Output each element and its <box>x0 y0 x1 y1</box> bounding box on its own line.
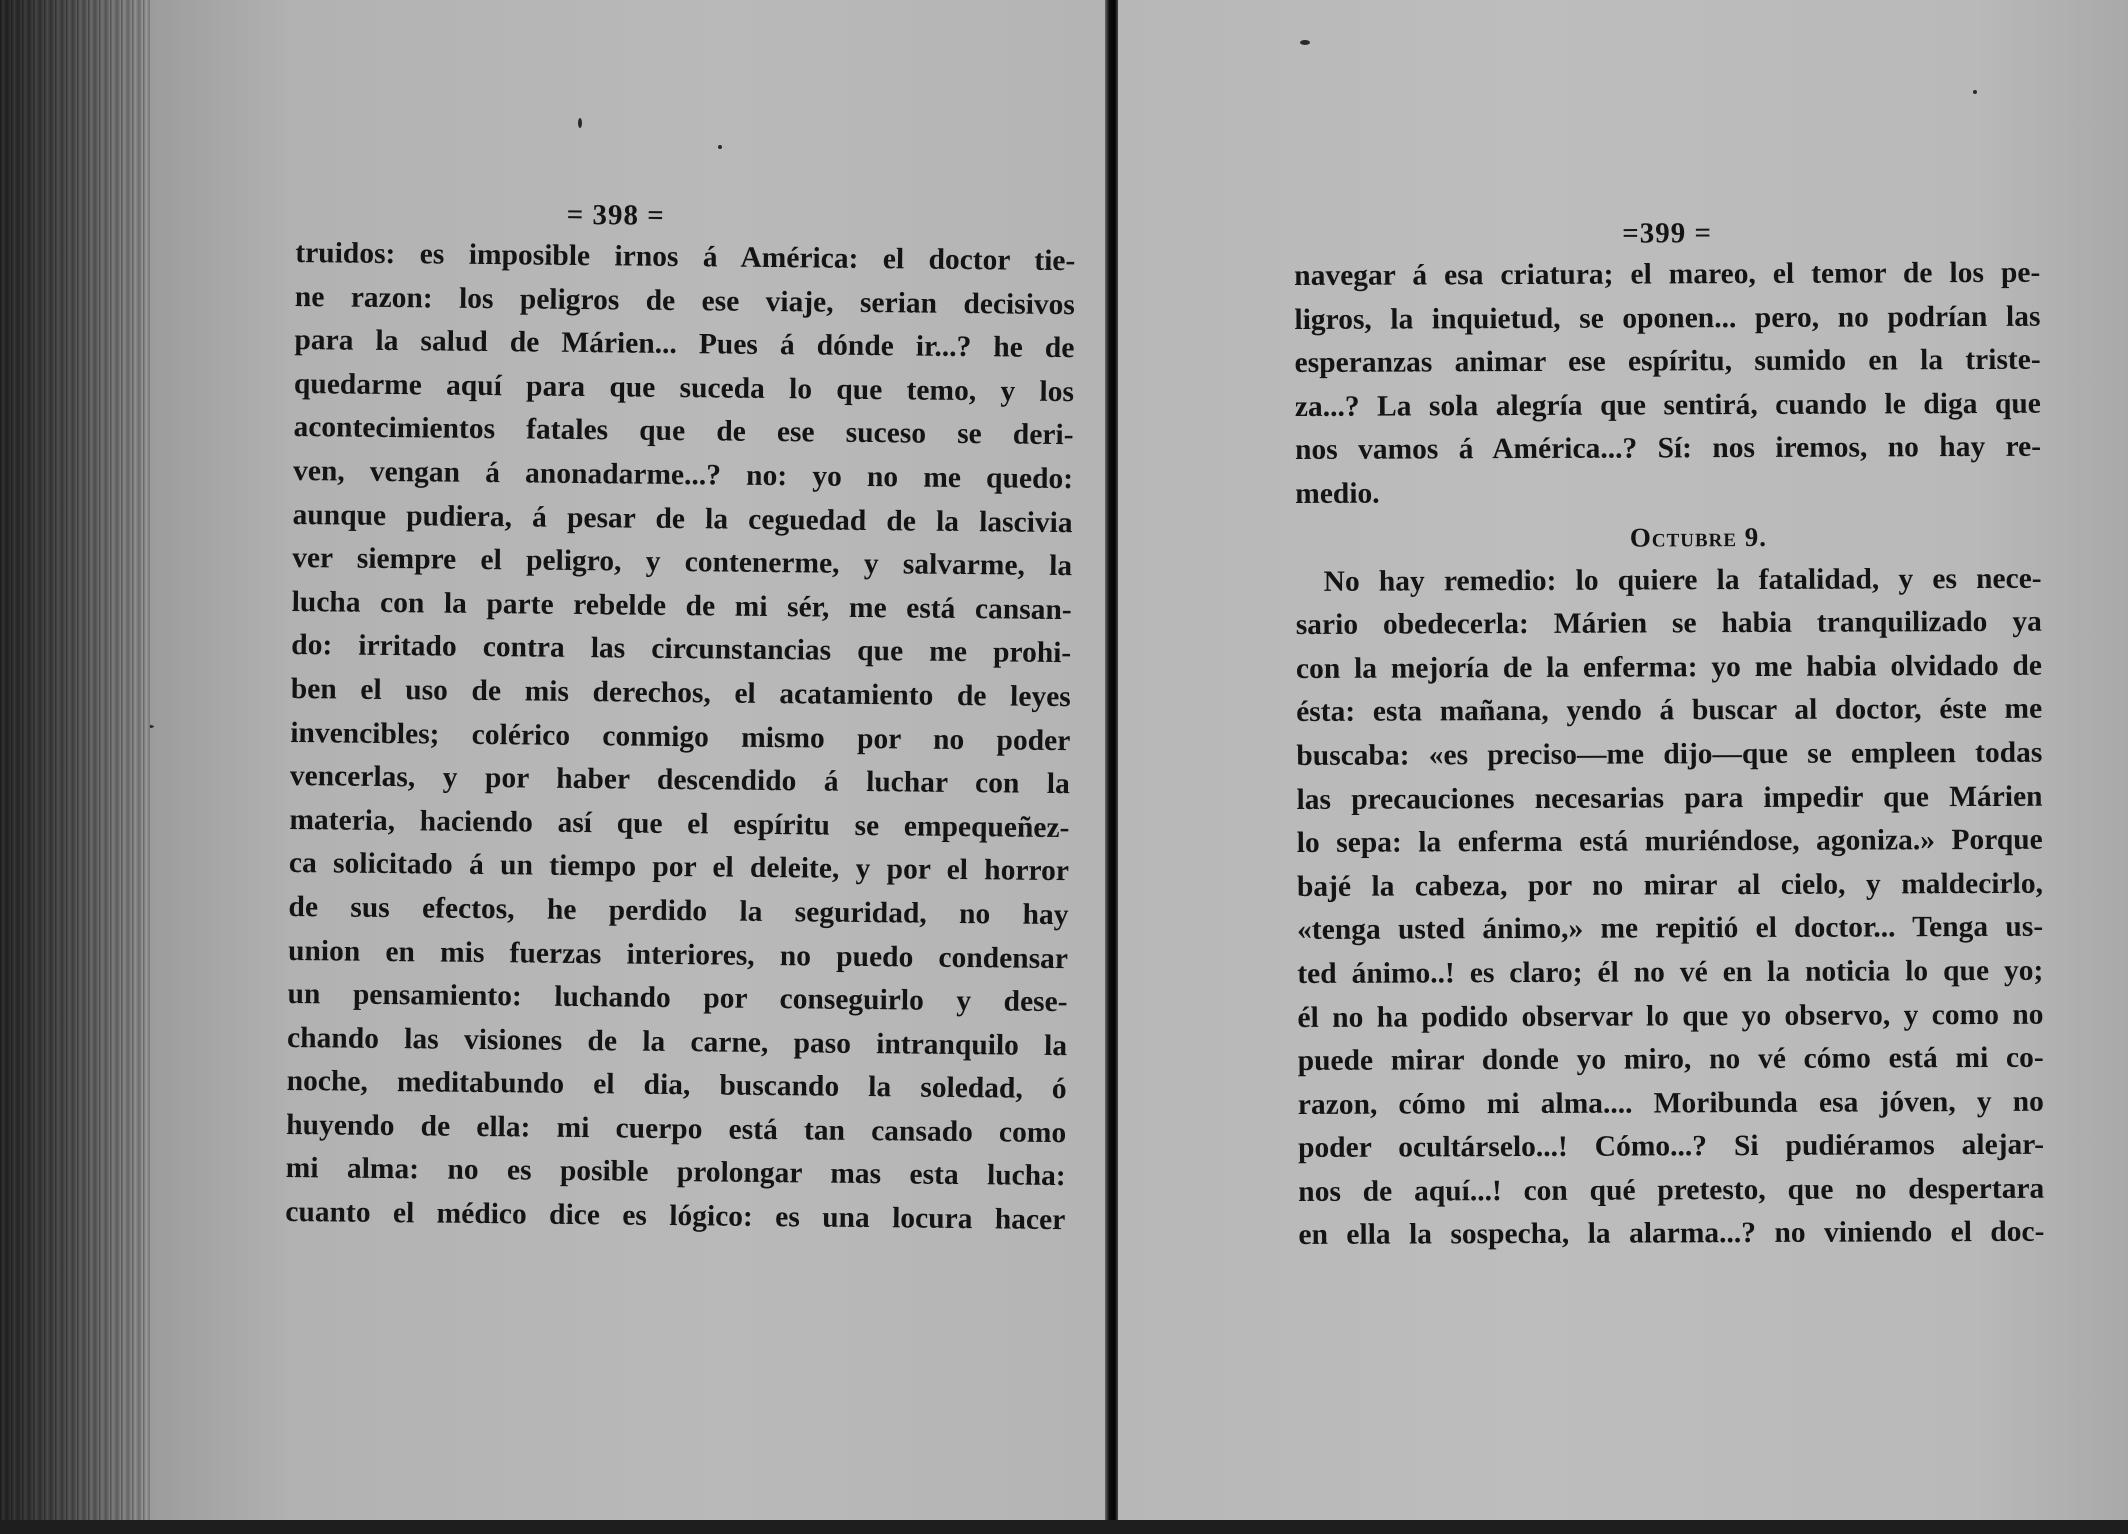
text-line: poder ocultárselo...! Cómo...? Si pudiéramos alejar- <box>1298 1129 2045 1165</box>
text-line: lo sepa: la enferma está muriéndose, agoniza.» Porque <box>1296 823 2043 860</box>
text-line: ca solicitado á un tiempo por el deleite, y por el horror <box>288 847 1070 888</box>
left-page-text <box>285 192 1076 1243</box>
text-line: navegar á esa criatura; el mareo, el temor de los pe- <box>1294 256 2041 292</box>
left-page-number: = 398 = <box>566 198 665 232</box>
binding-edge <box>0 0 150 1534</box>
text-line: sario obedecerla: Márien se habia tranquilizado ya <box>1295 605 2042 642</box>
book-gutter <box>1105 0 1119 1534</box>
text-line: union en mis fuerzas interiores, no puedo condensar <box>287 934 1069 975</box>
left-page <box>150 0 1110 1534</box>
text-line: esperanzas animar ese espíritu, sumido en la triste- <box>1294 343 2041 380</box>
right-page-number: =399 = <box>1622 217 1713 250</box>
text-line: para la salud de Márien... Pues á dónde ir...? he de <box>294 324 1075 365</box>
text-line: con la mejoría de la enferma: yo me habia olvidado de <box>1295 649 2043 685</box>
text-line: nos de aquí...! con qué pretesto, que no despertara <box>1298 1172 2045 1208</box>
ink-speck <box>578 118 582 128</box>
text-line: No hay remedio: lo quiere la fatalidad, y es nece- <box>1323 562 2042 598</box>
ink-speck <box>150 725 154 728</box>
text-line: aunque pudiera, á pesar de la ceguedad de la lascivia <box>292 498 1073 539</box>
text-line: «tenga usted ánimo,» me repitió el doctor... Tenga us- <box>1297 911 2044 947</box>
text-line: bajé la cabeza, por no mirar al cielo, y maldecirlo, <box>1296 867 2043 903</box>
text-line: truidos: es imposible irnos á América: el doctor tie- <box>295 236 1076 278</box>
text-line: él no ha podido observar lo que yo observo, y como no <box>1297 998 2044 1034</box>
ink-speck <box>1973 90 1977 94</box>
text-line: un pensamiento: luchando por conseguirlo y dese- <box>287 978 1068 1019</box>
text-line: buscaba: «es preciso—me dijo—que se empleen todas <box>1296 736 2043 772</box>
text-line: chando las visiones de la carne, paso intranquilo la <box>286 1021 1068 1062</box>
text-line: huyendo de ella: mi cuerpo está tan cansado como <box>286 1108 1067 1149</box>
text-line: ven, vengan á anonadarme...? no: yo no me quedo: <box>292 454 1074 496</box>
text-line: za...? La sola alegría que sentirá, cuando le diga que <box>1294 387 2041 423</box>
text-line: las precauciones necesarias para impedir que Márien <box>1296 780 2043 816</box>
text-line: ted ánimo..! es claro; él no vé en la noticia lo que yo; <box>1297 954 2044 990</box>
ink-speck <box>1300 40 1310 45</box>
text-line: ver siempre el peligro, y contenerme, y salvarme, la <box>291 542 1073 583</box>
text-line: medio. <box>1295 477 1380 510</box>
entry-date-heading: Octubre 9. <box>1629 521 1768 553</box>
text-line: razon, cómo mi alma.... Moribunda esa jóven, y no <box>1297 1085 2044 1121</box>
text-line: ne razon: los peligros de ese viaje, serian decisivos <box>294 280 1076 321</box>
text-line: nos vamos á América...? Sí: nos iremos, no hay re- <box>1294 431 2042 467</box>
text-line: acontecimientos fatales que de ese suceso se deri- <box>293 411 1074 452</box>
text-line: invencibles; colérico conmigo mismo por no poder <box>290 716 1071 757</box>
text-line: vencerlas, y por haber descendido á luchar con la <box>289 760 1071 801</box>
scan-bottom-edge <box>0 1520 2128 1534</box>
text-line: ésta: esta mañana, yendo á buscar al doctor, éste me <box>1296 693 2043 729</box>
text-line: noche, meditabundo el dia, buscando la soledad, ó <box>286 1065 1067 1106</box>
text-line: en ella la sospecha, la alarma...? no viniendo el doc- <box>1298 1216 2045 1252</box>
text-line: puede mirar donde yo miro, no vé cómo está mi co- <box>1297 1041 2044 1078</box>
text-line: quedarme aquí para que suceda lo que temo, y los <box>293 367 1075 408</box>
text-line: ligros, la inquietud, se oponen... pero, no podrían las <box>1294 300 2041 336</box>
text-line: ben el uso de mis derechos, el acatamiento de leyes <box>290 672 1071 714</box>
text-line: mi alma: no es posible prolongar mas esta lucha: <box>285 1152 1066 1193</box>
text-line: de sus efectos, he perdido la seguridad, no hay <box>288 890 1069 932</box>
text-line: cuanto el médico dice es lógico: es una locura hacer <box>285 1196 1066 1237</box>
text-line: lucha con la parte rebelde de mi sér, me está cansan- <box>291 585 1072 626</box>
ink-speck <box>718 145 722 149</box>
text-line: materia, haciendo así que el espíritu se empequeñez- <box>289 803 1070 844</box>
right-page-text <box>1294 212 2045 1258</box>
right-page <box>1118 0 2128 1534</box>
text-line: do: irritado contra las circunstancias que me prohi- <box>291 629 1072 670</box>
